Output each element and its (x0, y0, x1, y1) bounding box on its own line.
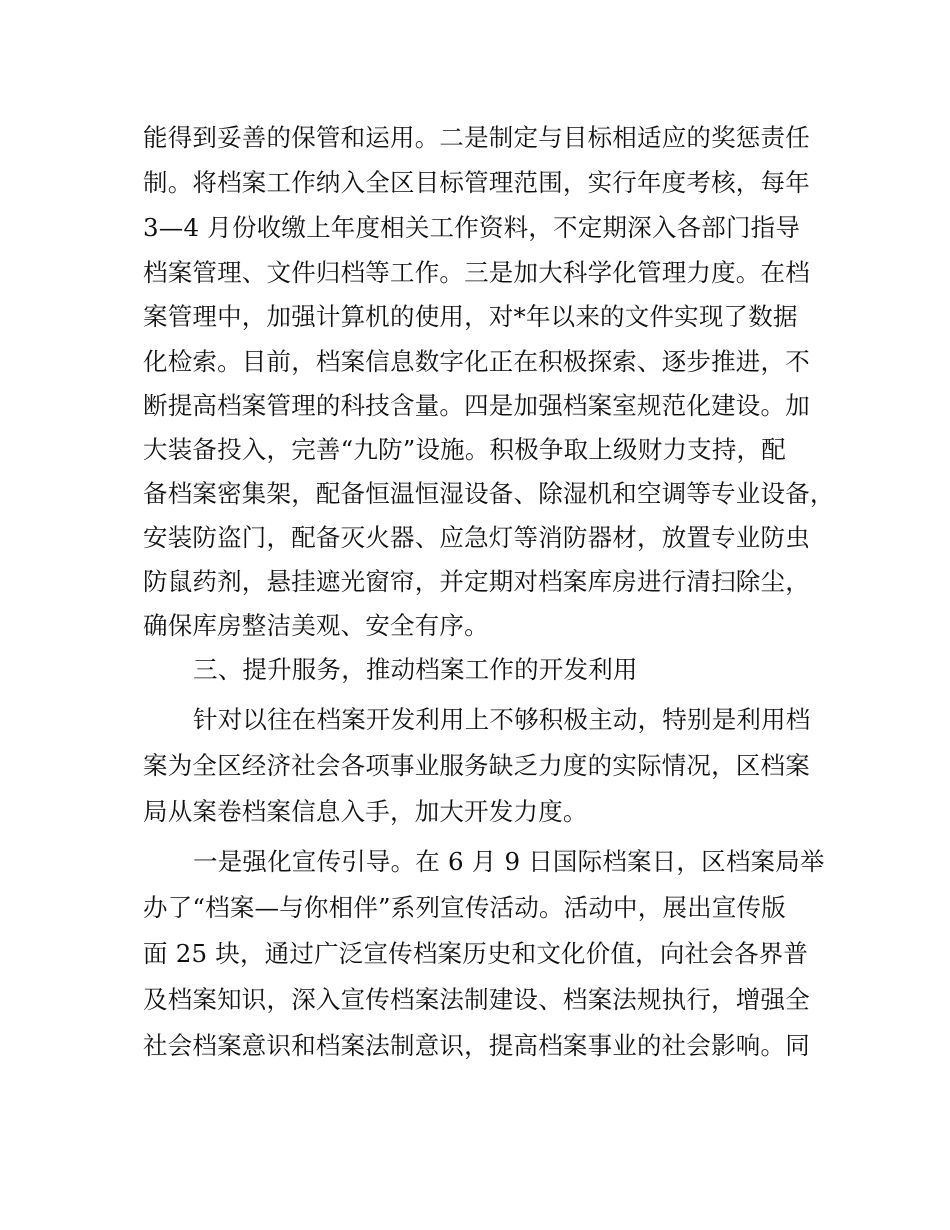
text-line: 3—4 月份收缴上年度相关工作资料，不定期深入各部门指导 (143, 213, 801, 242)
text-line: 及档案知识，深入宣传档案法制建设、档案法规执行，增强全 (143, 985, 810, 1014)
text-line: 防鼠药剂，悬挂遮光窗帘，并定期对档案库房进行清扫除尘， (143, 567, 810, 596)
text-line: 案为全区经济社会各项事业服务缺乏力度的实际情况，区档案 (143, 751, 810, 780)
text-line: 面 25 块，通过广泛宣传档案历史和文化价值，向社会各界普 (143, 939, 809, 968)
text-line: 安装防盗门，配备灭火器、应急灯等消防器材，放置专业防虫 (143, 523, 810, 552)
text-line: 局从案卷档案信息入手，加大开发力度。 (143, 797, 588, 826)
text-line: 办了“档案—与你相伴”系列宣传活动。活动中，展出宣传版 (143, 893, 786, 922)
text-line: 备档案密集架，配备恒温恒湿设备、除湿机和空调等专业设备， (143, 479, 835, 508)
text-line: 断提高档案管理的科技含量。四是加强档案室规范化建设。加 (143, 391, 810, 420)
text-line: 能得到妥善的保管和运用。二是制定与目标相适应的奖惩责任 (143, 123, 810, 152)
text-line: 案管理中，加强计算机的使用，对*年以来的文件实现了数据 (143, 302, 798, 331)
text-line: 档案管理、文件归档等工作。三是加大科学化管理力度。在档 (143, 258, 810, 287)
text-line: 化检索。目前，档案信息数字化正在积极探索、逐步推进，不 (143, 347, 810, 376)
section-heading: 三、提升服务，推动档案工作的开发利用 (193, 655, 638, 684)
text-line: 一是强化宣传引导。在 6 月 9 日国际档案日，区档案局举 (193, 847, 825, 876)
text-line: 确保库房整洁美观、安全有序。 (143, 611, 489, 640)
text-line: 制。将档案工作纳入全区目标管理范围，实行年度考核，每年 (143, 168, 810, 197)
text-line: 大装备投入，完善“九防”设施。积极争取上级财力支持，配 (143, 435, 786, 464)
text-line: 针对以往在档案开发利用上不够积极主动，特别是利用档 (193, 705, 811, 734)
text-line: 社会档案意识和档案法制意识，提高档案事业的社会影响。同 (143, 1031, 810, 1060)
